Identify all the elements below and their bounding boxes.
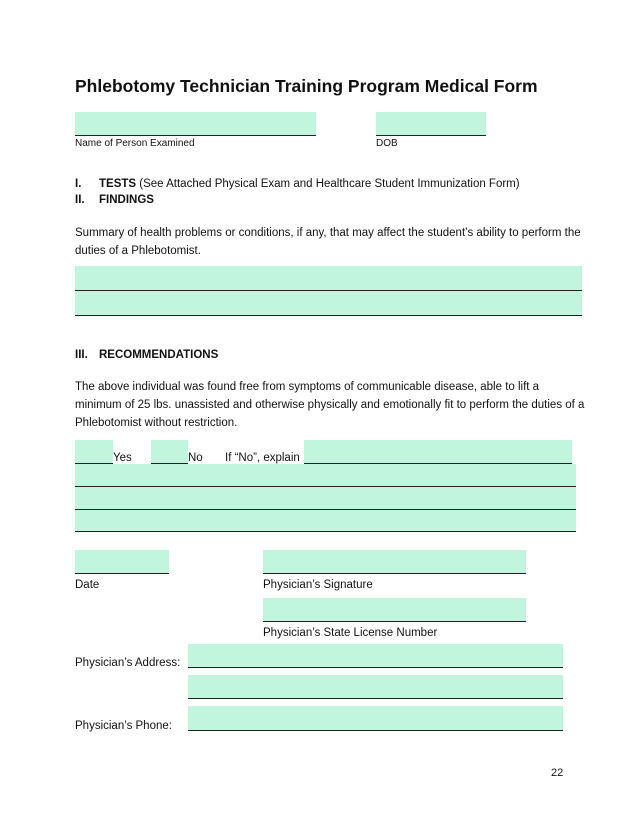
phone-field[interactable] [188,706,563,731]
section-recommendations-number: III. [75,349,88,361]
findings-line-1[interactable] [75,266,582,291]
yes-checkbox-field[interactable] [75,440,113,464]
yes-label: Yes [113,452,132,464]
section-findings-number: II. [75,194,85,206]
page-number: 22 [551,767,564,779]
phone-label: Physician’s Phone: [75,720,172,732]
explain-line-4[interactable] [75,510,576,532]
section-tests-title: TESTS [99,178,137,190]
explain-line-3[interactable] [75,487,576,510]
section-tests-number: I. [75,178,82,190]
recommendation-statement: The above individual was found free from symptoms of communicable disease, able to lift a minimum of 25 lbs. unassisted and otherwise physically and emotionally fit to perform the duties of a Phlebotomist without restriction. [75,381,585,429]
form-title: Phlebotomy Technician Training Program Medical Form [75,76,538,96]
address-line-1[interactable] [188,644,563,668]
signature-label: Physician’s Signature [263,579,373,591]
date-label: Date [75,579,100,591]
address-line-2[interactable] [188,675,563,699]
section-findings-title: FINDINGS [99,194,154,206]
date-field[interactable] [75,550,169,574]
no-label: No [188,452,203,464]
signature-field[interactable] [263,550,526,574]
no-checkbox-field[interactable] [151,440,188,464]
findings-line-2[interactable] [75,291,582,316]
dob-field[interactable] [376,112,486,136]
explain-line-2[interactable] [75,464,576,487]
explain-label: If “No”, explain [225,452,300,464]
name-label: Name of Person Examined [75,138,195,149]
license-label: Physician’s State License Number [263,627,438,639]
name-field[interactable] [75,112,316,136]
section-tests-note: (See Attached Physical Exam and Healthcare Student Immunization Form) [139,178,520,190]
section-findings-heading [75,191,154,209]
address-label: Physician’s Address: [75,657,181,669]
explain-line-1[interactable] [304,440,572,464]
findings-summary: Summary of health problems or conditions, if any, that may affect the student’s ability to perform the duties of a Phlebotomist. [75,227,581,257]
dob-label: DOB [376,138,398,149]
section-recommendations-title: RECOMMENDATIONS [99,349,219,361]
license-field[interactable] [263,598,526,622]
section-recommendations-heading [75,346,218,364]
